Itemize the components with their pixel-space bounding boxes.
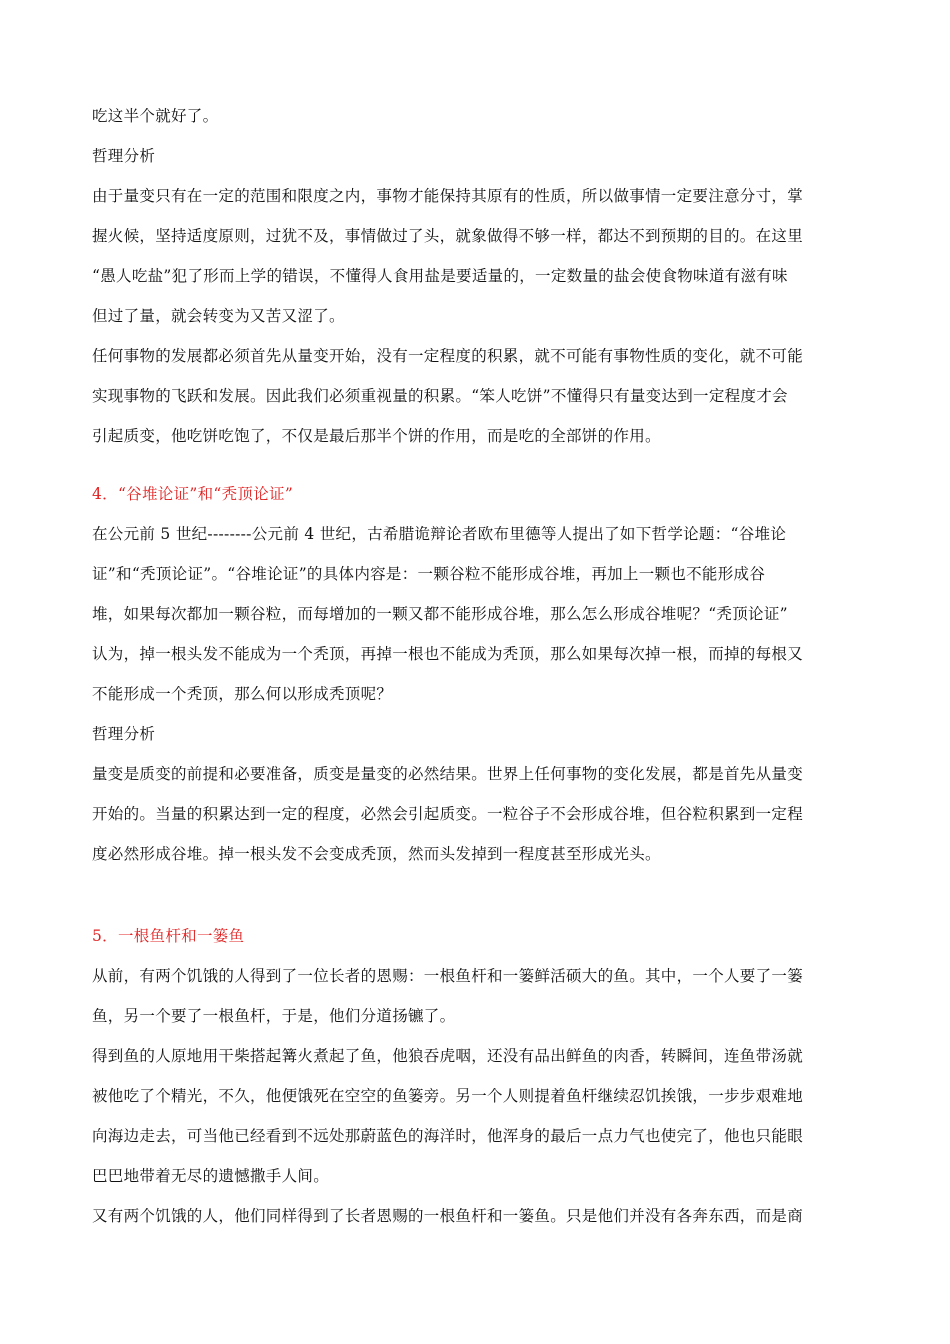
text-line: 实现事物的飞跃和发展。因此我们必须重视量的积累。“笨人吃饼”不懂得只有量变达到一定程度才会 — [92, 387, 788, 405]
section-heading: 5．一根鱼杆和一篓鱼 — [92, 927, 245, 945]
subheading-analysis: 哲理分析 — [92, 147, 156, 165]
spacer — [92, 874, 862, 916]
section-heading: 4．“谷堆论证”和“秃顶论证” — [92, 485, 294, 503]
text-line: 得到鱼的人原地用干柴搭起篝火煮起了鱼，他狼吞虎咽，还没有品出鲜鱼的肉香，转瞬间，连鱼带汤就 — [92, 1047, 804, 1065]
text-line: 证”和“秃顶论证”。“谷堆论证”的具体内容是：一颗谷粒不能形成谷堆，再加上一颗也不能形成谷 — [92, 565, 766, 583]
text-line: 巴巴地带着无尽的遗憾撒手人间。 — [92, 1167, 330, 1185]
text-line: 堆，如果每次都加一颗谷粒，而每增加的一颗又都不能形成谷堆，那么怎么形成谷堆呢？“秃顶论证” — [92, 605, 788, 623]
text-line: 认为，掉一根头发不能成为一个秃顶，再掉一根也不能成为秃顶，那么如果每次掉一根，而掉的每根又 — [92, 645, 804, 663]
text-line: 被他吃了个精光，不久，他便饿死在空空的鱼篓旁。另一个人则提着鱼杆继续忍饥挨饿，一步步艰难地 — [92, 1087, 804, 1105]
text-line: “愚人吃盐”犯了形而上学的错误，不懂得人食用盐是要适量的，一定数量的盐会使食物味道有滋有味 — [92, 267, 788, 285]
text-line: 任何事物的发展都必须首先从量变开始，没有一定程度的积累，就不可能有事物性质的变化，就不可能 — [92, 347, 804, 365]
text-line: 引起质变，他吃饼吃饱了，不仅是最后那半个饼的作用，而是吃的全部饼的作用。 — [92, 427, 661, 445]
subheading-analysis: 哲理分析 — [92, 725, 156, 743]
text-line: 度必然形成谷堆。掉一根头发不会变成秃顶，然而头发掉到一程度甚至形成光头。 — [92, 845, 661, 863]
paragraph-block — [92, 96, 862, 456]
spacer — [92, 456, 862, 474]
text-line: 握火候，坚持适度原则，过犹不及，事情做过了头，就象做得不够一样，都达不到预期的目的。在这里 — [92, 227, 804, 245]
text-line: 开始的。当量的积累达到一定的程度，必然会引起质变。一粒谷子不会形成谷堆，但谷粒积累到一定程 — [92, 805, 804, 823]
document-page — [92, 96, 862, 1236]
text-line: 由于量变只有在一定的范围和限度之内，事物才能保持其原有的性质，所以做事情一定要注意分寸，掌 — [92, 187, 804, 205]
text-line: 但过了量，就会转变为又苦又涩了。 — [92, 307, 345, 325]
text-line: 又有两个饥饿的人，他们同样得到了长者恩赐的一根鱼杆和一篓鱼。只是他们并没有各奔东西，而是商 — [92, 1207, 804, 1225]
text-line: 从前，有两个饥饿的人得到了一位长者的恩赐：一根鱼杆和一篓鲜活硕大的鱼。其中，一个人要了一篓 — [92, 967, 804, 985]
text-line: 向海边走去，可当他已经看到不远处那蔚蓝色的海洋时，他浑身的最后一点力气也使完了，他也只能眼 — [92, 1127, 804, 1145]
section-5 — [92, 916, 862, 1236]
text-line: 在公元前 5 世纪--------公元前 4 世纪，古希腊诡辩论者欧布里德等人提出了如下哲学论题：“谷堆论 — [92, 525, 787, 543]
section-4 — [92, 474, 862, 874]
text-line: 吃这半个就好了。 — [92, 107, 219, 125]
text-line: 鱼，另一个要了一根鱼杆，于是，他们分道扬镳了。 — [92, 1007, 456, 1025]
text-line: 不能形成一个秃顶，那么何以形成秃顶呢？ — [92, 685, 393, 703]
text-line: 量变是质变的前提和必要准备，质变是量变的必然结果。世界上任何事物的变化发展，都是首先从量变 — [92, 765, 804, 783]
